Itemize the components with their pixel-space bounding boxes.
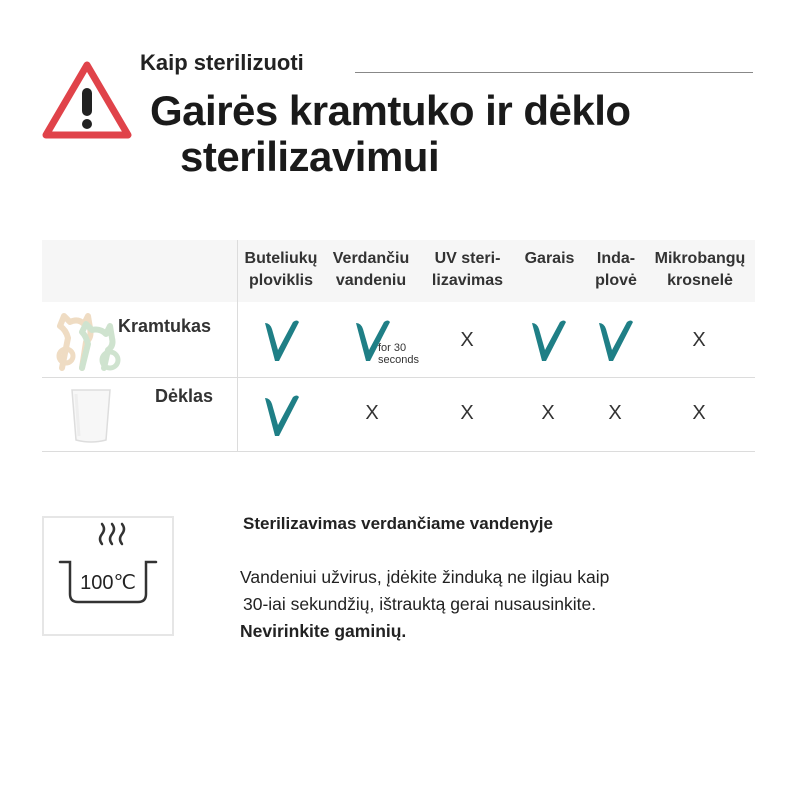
column-header-dishwasher: Inda- plovė: [595, 250, 637, 289]
info-title: Sterilizavimas verdančiame vandenyje: [243, 514, 553, 533]
title-line-2: sterilizavimui: [180, 133, 440, 180]
cell-case-bottle-detergent: [251, 390, 311, 440]
info-line-1: Vandeniui užvirus, įdėkite žinduką ne ilgiau kaip: [240, 567, 610, 587]
info-text: [240, 564, 740, 645]
column-header-steam: Garais: [524, 250, 575, 267]
boiling-note: for 30 seconds: [378, 342, 419, 366]
boiling-pot-icon: [44, 518, 172, 634]
column-header-boiling-water: Verdančiu vandeniu: [332, 250, 410, 289]
teether-cat-icon: [52, 308, 124, 374]
page-title: [150, 88, 760, 180]
column-header-uv: UV steri- lizavimas: [431, 250, 504, 289]
row-label-teether: Kramtukas: [118, 316, 212, 336]
cell-teether-uv: X: [460, 328, 474, 351]
cell-teether-dishwasher: [585, 315, 645, 365]
cell-teether-microwave: X: [692, 328, 706, 351]
warning-triangle-icon: [42, 60, 132, 140]
pot-temperature-label: 100℃: [80, 572, 136, 594]
column-header-bottle-detergent: Buteliukų ploviklis: [244, 250, 318, 289]
section-subtitle: Kaip sterilizuoti: [140, 50, 304, 75]
cell-case-steam: X: [541, 401, 555, 424]
row-label-case: Dėklas: [155, 386, 214, 406]
info-warning: Nevirinkite gaminių.: [240, 621, 407, 641]
header-divider: [355, 72, 753, 73]
cell-teether-bottle-detergent: [251, 315, 311, 365]
cell-case-uv: X: [460, 401, 474, 424]
cell-case-dishwasher: X: [608, 401, 622, 424]
title-line-1: Gairės kramtuko ir dėklo: [150, 87, 631, 134]
info-line-2: 30-iai sekundžių, ištrauktą gerai nusausinkite.: [243, 594, 597, 614]
cell-case-microwave: X: [692, 401, 706, 424]
sterilization-table: [42, 240, 755, 452]
case-cup-icon: [66, 386, 116, 446]
table-bottom-divider: [42, 451, 755, 452]
column-header-microwave: Mikrobangų krosnelė: [654, 250, 746, 289]
table-row-divider: [42, 377, 755, 378]
cell-case-boiling-water: X: [365, 401, 379, 424]
boiling-pot-box: [42, 516, 174, 636]
cell-teether-steam: [518, 315, 578, 365]
